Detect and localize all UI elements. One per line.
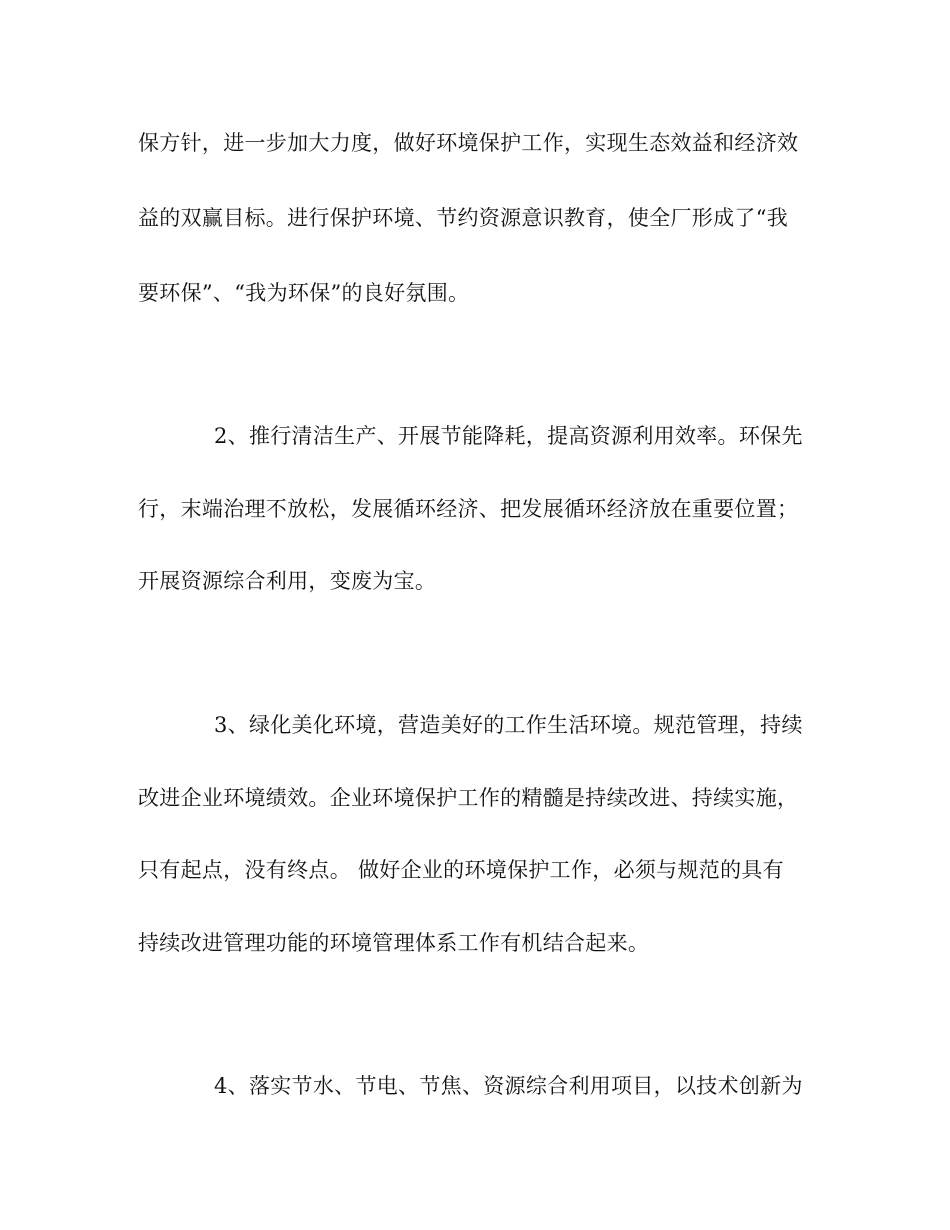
paragraph-3-line-2: 改进企业环境绩效。企业环境保护工作的精髓是持续改进、持续实施， [138,786,799,810]
paragraph-1-line-1: 保方针，进一步加大力度，做好环境保护工作，实现生态效益和经济效 [138,131,799,155]
paragraph-1-line-2: 益的双赢目标。进行保护环境、节约资源意识教育，使全厂形成了“我 [138,206,789,230]
paragraph-2-line-2: 行，末端治理不放松，发展循环经济、把发展循环经济放在重要位置； [138,497,799,521]
paragraph-3-line-3: 只有起点，没有终点。 做好企业的环境保护工作，必须与规范的具有 [138,858,784,882]
paragraph-1-line-3: 要环保”、“我为环保”的良好氛围。 [138,281,470,305]
paragraph-3-line-1: 3、绿化美化环境，营造美好的工作生活环境。规范管理，持续 [214,713,803,737]
paragraph-2-line-1: 2、推行清洁生产、开展节能降耗，提高资源利用效率。环保先 [214,424,803,448]
paragraph-3-line-4: 持续改进管理功能的环境管理体系工作有机结合起来。 [138,931,650,955]
paragraph-4-line-1: 4、落实节水、节电、节焦、资源综合利用项目，以技术创新为 [214,1074,803,1098]
paragraph-2-line-3: 开展资源综合利用，变废为宝。 [138,569,437,593]
